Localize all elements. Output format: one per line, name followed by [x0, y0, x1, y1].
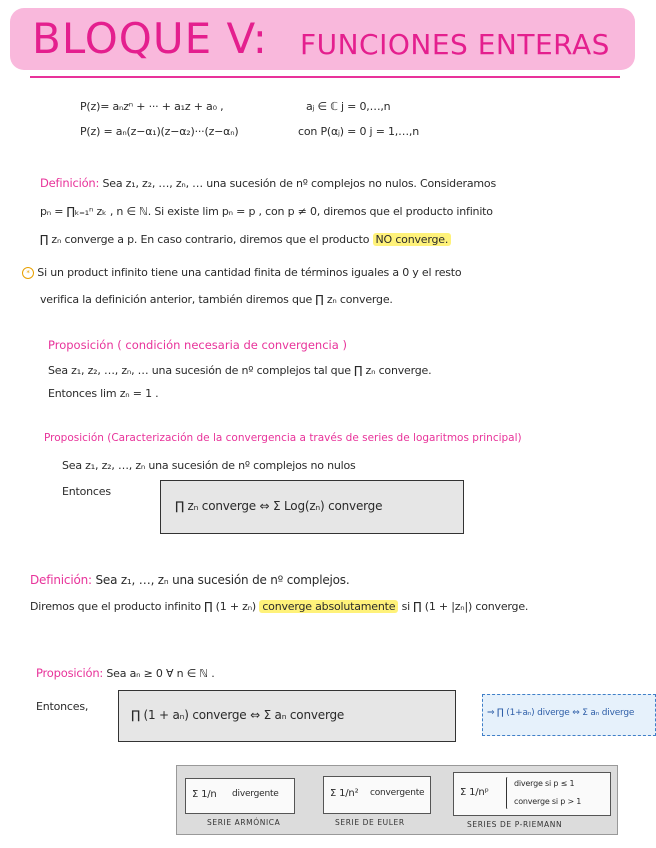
definition-2-text-2c: si ∏ (1 + |zₙ|) converge. [401, 600, 529, 613]
absolute-convergence-highlight: converge absolutamente [259, 600, 398, 613]
proposition-2-box [160, 480, 464, 534]
proposition-3-text-1: Sea aₙ ≥ 0 ∀ n ∈ ℕ . [106, 667, 215, 680]
proposition-3-box-text: ∏ (1 + aₙ) converge ⇔ Σ aₙ converge [131, 708, 345, 722]
proposition-3-corollary-text: ⇒ ∏ (1+aₙ) diverge ⇔ Σ aₙ diverge [487, 708, 635, 718]
proposition-1-text-2: Entonces lim zₙ = 1 . [48, 387, 159, 400]
poly-line-1-left: P(z)= aₙzⁿ + ··· + a₁z + a₀ , [80, 100, 224, 113]
euler-series-formula: Σ 1/n² [330, 788, 359, 799]
proposition-2-box-text: ∏ zₙ converge ⇔ Σ Log(zₙ) converge [175, 499, 383, 513]
definition-1-heading: Definición: [40, 176, 100, 190]
riemann-series-case-1: diverge si p ≤ 1 [514, 779, 575, 788]
poly-line-2-right: con P(αⱼ) = 0 j = 1,…,n [298, 125, 419, 138]
harmonic-series-card [185, 778, 295, 814]
euler-series-result: convergente [370, 788, 425, 798]
definition-2-line-2 [30, 600, 528, 613]
definition-2-heading: Definición: [30, 573, 92, 587]
definition-1-note-text-2: verifica la definición anterior, también diremos que ∏ zₙ converge. [40, 293, 393, 306]
proposition-2-text-2: Entonces [62, 485, 111, 498]
harmonic-series-caption: SERIE ARMÓNICA [207, 818, 281, 827]
proposition-2-heading: Proposición (Caracterización de la convergencia a través de series de logaritmos principal) [44, 432, 522, 444]
proposition-1-text-1: Sea z₁, z₂, …, zₙ, … una sucesión de nº complejos tal que ∏ zₙ converge. [48, 364, 432, 377]
proposition-1-heading: Proposición ( condición necesaria de convergencia ) [48, 338, 347, 352]
definition-2-text-1: Sea z₁, …, zₙ una sucesión de nº complejos. [95, 573, 350, 587]
definition-1-text-2: pₙ = ∏ₖ₌₁ⁿ zₖ , n ∈ ℕ. Si existe lim pₙ = p , con p ≠ 0, diremos que el producto infinito [40, 205, 493, 218]
riemann-series-case-2: converge si p > 1 [514, 797, 582, 806]
harmonic-series-formula: Σ 1/n [192, 789, 217, 800]
riemann-series-card [453, 772, 611, 816]
poly-line-1 [80, 100, 223, 113]
poly-line-1-right: aⱼ ∈ ℂ j = 0,…,n [306, 100, 391, 113]
page-title: BLOQUE V: [32, 14, 268, 63]
definition-2-line-1 [30, 573, 349, 587]
euler-series-card [323, 776, 431, 814]
definition-1-text-1: Sea z₁, z₂, …, zₙ, … una sucesión de nº complejos no nulos. Consideramos [102, 177, 496, 190]
no-converge-highlight: NO converge. [373, 233, 452, 246]
definition-2-text-2a: Diremos que el producto infinito ∏ (1 + zₙ) [30, 600, 257, 613]
definition-1-note-text: Si un product infinito tiene una cantidad finita de términos iguales a 0 y el resto [37, 266, 462, 279]
asterisk-icon: * [22, 267, 34, 279]
poly-line-2-left: P(z) = aₙ(z−α₁)(z−α₂)···(z−αₙ) [80, 125, 239, 138]
definition-1-line-1 [40, 176, 496, 190]
definition-1-line-3 [40, 233, 451, 246]
euler-series-caption: SERIE DE EULER [335, 818, 405, 827]
page-subtitle: FUNCIONES ENTERAS [300, 28, 610, 61]
proposition-3-corollary-box [482, 694, 656, 736]
definition-1-text-3: ∏ zₙ converge a p. En caso contrario, diremos que el producto [40, 233, 370, 246]
riemann-series-formula: Σ 1/nᵖ [460, 787, 489, 798]
proposition-3-text-2: Entonces, [36, 700, 89, 713]
riemann-series-caption: SERIES DE P-RIEMANN [467, 820, 563, 829]
proposition-3-box [118, 690, 456, 742]
brace-icon [506, 777, 509, 809]
proposition-2-text-1: Sea z₁, z₂, …, zₙ una sucesión de nº complejos no nulos [62, 459, 356, 472]
series-examples-panel [176, 765, 618, 835]
definition-1-note-line [22, 266, 461, 279]
proposition-3-line-1 [36, 666, 215, 680]
proposition-3-heading: Proposición: [36, 666, 104, 680]
harmonic-series-result: divergente [232, 789, 279, 799]
title-underline [30, 76, 620, 78]
